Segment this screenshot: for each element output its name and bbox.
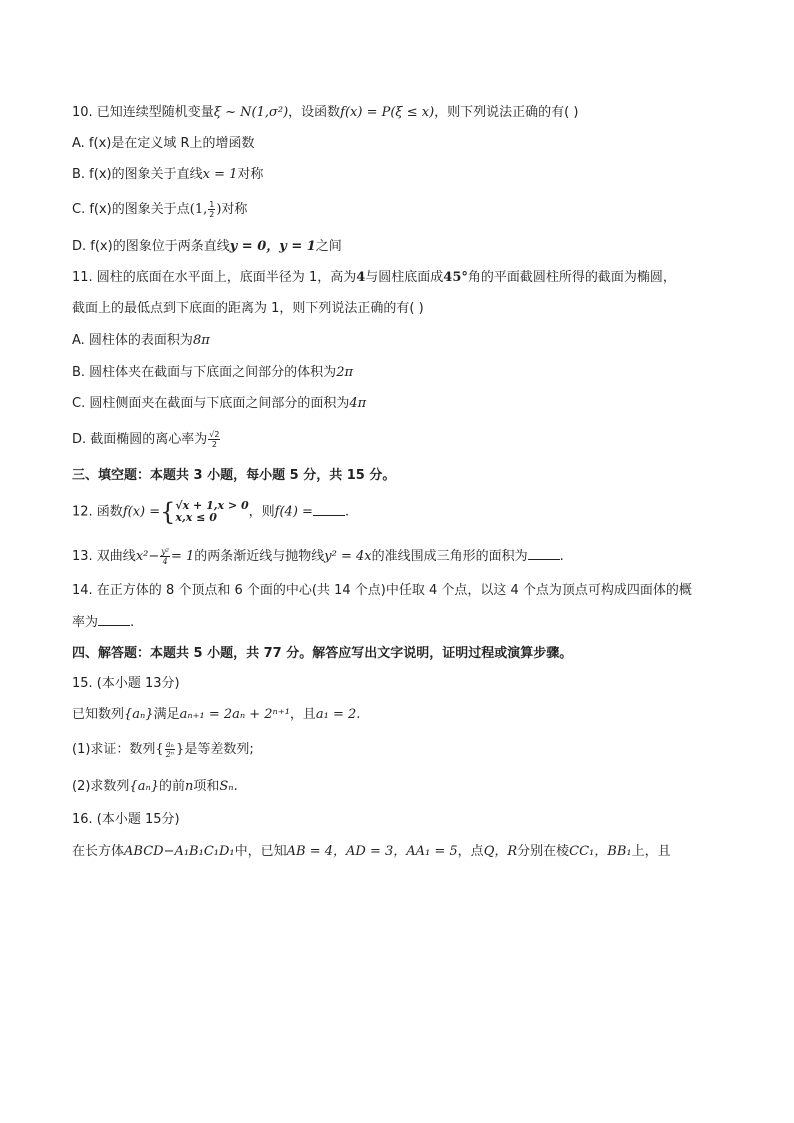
q15-fraction: $\frac{\text{aₙ}}{\text{2ⁿ}}$ bbox=[165, 740, 175, 759]
q16-title: 16. (本小题 15分) bbox=[72, 812, 180, 827]
q11-option-a: A. 圆柱体的表面积为8π bbox=[72, 333, 210, 348]
q15-title: 15. (本小题 13分) bbox=[72, 676, 180, 691]
q10-option-a: A. f(x)是在定义域 R上的增函数 bbox=[72, 136, 255, 151]
q10-function: f(x) = P(ξ ≤ x) bbox=[340, 105, 435, 120]
q13: 13. 双曲线x²− $\frac{\text{y²}}{4}$ = 1的两条渐近线与抛物线y² = 4x的准线围成三角形的面积为 . bbox=[72, 547, 564, 566]
q11-option-c: C. 圆柱侧面夹在截面与下底面之间部分的面积为4π bbox=[72, 396, 367, 411]
q11-stem-line1: 11. 圆柱的底面在水平面上，底面半径为 1，高为4与圆柱底面成45°角的平面截圆柱所得的截面为椭圆， bbox=[72, 270, 676, 285]
q11-d-fraction: $\frac{√2}{2}$ bbox=[209, 430, 220, 449]
q14-answer-blank[interactable] bbox=[98, 613, 130, 626]
q12-piecewise: √x + 1,x > 0 x,x ≤ 0 bbox=[175, 499, 249, 524]
q11-stem-line2: 截面上的最低点到下底面的距离为 1，则下列说法正确的有( ) bbox=[72, 301, 424, 316]
q15-part2: (2)求数列{aₙ}的前n项和Sₙ. bbox=[72, 779, 238, 794]
q10-distribution: ξ ~ N(1,σ²) bbox=[213, 105, 289, 120]
q10-option-c: C. f(x)的图象关于点(1, $\frac{1}{2}$ )对称 bbox=[72, 200, 248, 219]
q14-line2: 率为 . bbox=[72, 615, 135, 630]
q12-answer-blank[interactable] bbox=[313, 503, 345, 516]
q14-line1: 14. 在正方体的 8 个顶点和 6 个面的中心(共 14 个点)中任取 4 个点，以这 4 个点为顶点可构成四面体的概 bbox=[72, 583, 692, 598]
q11-option-d: D. 截面椭圆的离心率为 $\frac{√2}{2}$ bbox=[72, 430, 220, 449]
q10-option-b: B. f(x)的图象关于直线x = 1对称 bbox=[72, 167, 264, 182]
q13-fraction: $\frac{\text{y²}}{4}$ bbox=[161, 547, 169, 566]
q15-part1: (1)求证：数列{ $\frac{\text{aₙ}}{\text{2ⁿ}}$ }是等差数列; bbox=[72, 740, 254, 759]
q10-option-d: D. f(x)的图象位于两条直线y = 0，y = 1之间 bbox=[72, 239, 342, 254]
q10-stem: 10. 已知连续型随机变量ξ ~ N(1,σ²)，设函数f(x) = P(ξ ≤ x)，则下列说法正确的有( ) bbox=[72, 105, 579, 120]
q10-c-fraction: $\frac{1}{2}$ bbox=[209, 200, 215, 219]
q13-answer-blank[interactable] bbox=[528, 547, 560, 560]
section-3-heading: 三、填空题：本题共 3 小题，每小题 5 分，共 15 分。 bbox=[72, 468, 396, 483]
section-4-heading: 四、解答题：本题共 5 小题，共 77 分。解答应写出文字说明，证明过程或演算步骤。 bbox=[72, 646, 573, 661]
q15-given: 已知数列{aₙ}满足aₙ₊₁ = 2aₙ + 2ⁿ⁺¹，且a₁ = 2. bbox=[72, 707, 361, 722]
q16-text: 在长方体ABCD−A₁B₁C₁D₁中，已知AB = 4，AD = 3，AA₁ = 5，点Q，R分别在棱CC₁，BB₁上，且 bbox=[72, 844, 671, 859]
q12-brace: { bbox=[160, 498, 176, 526]
q12: 12. 函数f(x) ={ √x + 1,x > 0 x,x ≤ 0 ，则f(4) = . bbox=[72, 498, 350, 526]
q11-option-b: B. 圆柱体夹在截面与下底面之间部分的体积为2π bbox=[72, 365, 354, 380]
